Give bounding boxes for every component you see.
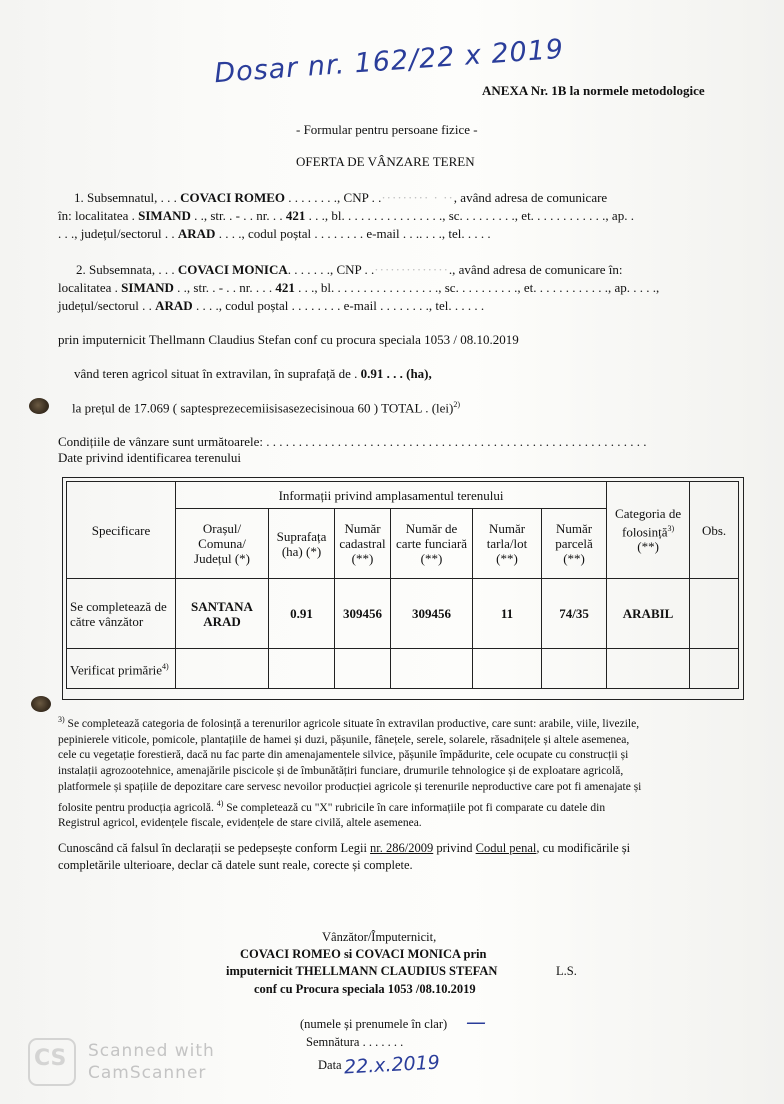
cell-empty [335, 649, 391, 689]
table-row [67, 649, 739, 689]
footnote-line [58, 796, 641, 817]
cell-city: SANTANA ARAD [176, 579, 269, 649]
seller2-label: 2. Subsemnata, . . . [76, 262, 175, 277]
cell-cadastral: 309456 [335, 579, 391, 649]
watermark-line-1: Scanned with [88, 1041, 215, 1061]
footnote4-ref: 4) [216, 798, 224, 808]
seller1-label: 1. Subsemnatul, . . . [74, 190, 177, 205]
sale-label: vând teren agricol situat în extravilan, în suprafață de . [74, 366, 358, 381]
header-category-ref: 3) [667, 523, 675, 533]
seller1-locality: SIMAND [138, 208, 191, 223]
seal-label: L.S. [556, 964, 577, 978]
header-category-label: Categoria de folosință [615, 505, 682, 540]
header-category [607, 482, 690, 579]
seller2-bl-label: . . ., bl. . . . . . . . . . . . . . . . ., sc. . . . . . . . . ., et. . . . . . . . . . . ., ap. . . . ., [294, 280, 660, 295]
footnote3-text: Se completează categoria de folosință a terenurilor agricole situate în extravilan productive, care sunt: arabile, viile, livezile, [64, 717, 640, 730]
seller1-number: 421 [285, 208, 306, 223]
cell-area: 0.91 [269, 579, 335, 649]
declaration-line-2: completările ulterioare, declar că datele sunt reale, corecte și complete. [58, 858, 413, 872]
header-cadastral: Număr cadastral (**) [335, 509, 391, 579]
camscanner-logo-text: CS [34, 1046, 67, 1071]
footnote-line [58, 712, 641, 733]
cell-empty [269, 649, 335, 689]
seller2-county: ARAD [155, 298, 193, 313]
footnote-line: cele cu vegetație forestieră, dacă nu fac parte din amenajamentele silvice, pășunile împădurite, cele ocupate cu construcții și [58, 749, 629, 762]
declaration-text: Cunoscând că falsul în declarații se pedepsește conform Legii [58, 841, 371, 855]
identification-line: Date privind identificarea terenului [58, 450, 242, 465]
seller1-cnp-redacted: ········· · ·· [381, 190, 454, 205]
header-area: Suprafața (ha) (*) [269, 509, 335, 579]
price-amount: 17.069 ( saptesprezecemiisisasezecisinoua 60 ) TOTAL . (lei) [133, 400, 454, 416]
cell-obs [690, 579, 739, 649]
price-label: la prețul de [72, 400, 134, 416]
row-verified-label [67, 649, 176, 689]
cell-empty [176, 649, 269, 689]
footnote-line: platformele și spațiile de depozitare care servesc nevoilor producției agricole și terenurile neproductive care pot fi amenajate și [58, 781, 642, 794]
document-title: OFERTA DE VÂNZARE TEREN [296, 154, 475, 169]
seller2-locality-label: localitatea . [58, 280, 118, 295]
seller1-address-label: , având adresa de comunicare [453, 190, 608, 205]
date-label: Data [318, 1058, 342, 1072]
seller1-street-label: . ., str. . - . . nr. . . [190, 208, 283, 223]
row-seller-label: Se completează de către vânzător [67, 579, 176, 649]
declaration-text: , cu modificările și [536, 841, 631, 855]
cell-empty [391, 649, 473, 689]
seller2-cnp-redacted: ·············· [374, 262, 449, 277]
signer-line-3: conf cu Procura speciala 1053 /08.10.2019 [254, 982, 476, 996]
annex-heading: ANEXA Nr. 1B la normele metodologice [482, 83, 705, 98]
header-city: Orașul/ Comuna/ Județul (*) [176, 509, 269, 579]
seller1-line2 [58, 208, 634, 224]
cell-empty [473, 649, 542, 689]
proxy-line: prin imputernicit Thellmann Claudius Stefan conf cu procura speciala 1053 / 08.10.2019 [58, 332, 519, 347]
seller1-line1 [74, 190, 607, 206]
declaration-law: nr. 286/2009 [370, 841, 434, 855]
seller1-line3 [58, 226, 491, 242]
header-tarla: Număr tarla/lot (**) [473, 509, 542, 579]
signer-line-1: COVACI ROMEO si COVACI MONICA prin [240, 947, 487, 961]
cell-category: ARABIL [607, 579, 690, 649]
seller1-bl-label: . . ., bl. . . . . . . . . . . . . . . ., sc. . . . . . . . ., et. . . . . . . . . . . ., ap. . [305, 208, 634, 223]
seller2-name: COVACI MONICA [177, 262, 288, 277]
sale-line [74, 366, 432, 382]
handwritten-signature-mark: — [466, 1010, 486, 1034]
name-hint: (numele și prenumele în clar) [300, 1017, 448, 1031]
footnote-text: folosite pentru producția agricolă. [58, 801, 214, 814]
seller2-line1 [76, 262, 623, 278]
camscanner-watermark [88, 1040, 215, 1084]
handwritten-date: 22.x.2019 [343, 1051, 441, 1079]
row-verified-ref: 4) [162, 662, 169, 672]
seller2-line2 [58, 280, 659, 296]
price-line [72, 400, 460, 416]
header-specificare: Specificare [67, 482, 176, 579]
form-subtitle: - Formular pentru persoane fizice - [296, 122, 478, 137]
cell-parcela: 74/35 [542, 579, 607, 649]
sale-unit: . . . (ha), [383, 366, 432, 381]
cell-carte-funciara: 309456 [391, 579, 473, 649]
cell-empty [690, 649, 739, 689]
cell-empty [607, 649, 690, 689]
signature-label: Semnătura . . . . . . . [306, 1035, 404, 1049]
row-verified-text: Verificat primărie [70, 662, 163, 678]
punch-hole-top [29, 398, 49, 414]
header-parcela: Număr parcelă (**) [542, 509, 607, 579]
declaration [58, 840, 630, 874]
seller2-cnp-label: . . . . . . ., CNP . . [287, 262, 375, 277]
seller2-postal-label: . . . ., codul poștal . . . . . . . . e-mail . . . . . . . ., tel. . . . . . [192, 298, 485, 313]
seller1-cnp-label: . . . . . . . ., CNP . . [285, 190, 382, 205]
header-category-note: (**) [637, 539, 659, 555]
footnotes [58, 712, 641, 832]
footnote-line: pepinierele viticole, pomicole, plantațiile de hamei și duzi, pășunile, fânețele, serele, solarele, răsadnițele și altele asemenea, [58, 733, 630, 746]
seller2-address-label: ., având adresa de comunicare în: [448, 262, 623, 277]
table-row [67, 579, 739, 649]
sale-area: 0.91 [360, 366, 384, 381]
seller1-county-label: . . ., județul/sectorul . . [58, 226, 175, 241]
price-footnote-ref: 2) [453, 400, 461, 409]
footnote-line: instalații agrozootehnice, amenajările piscicole și de îmbunătățiri funciare, drumurile tehnologice și de exploatare agricolă, [58, 765, 624, 778]
handwritten-file-number: Dosar nr. 162/22 x 2019 [213, 33, 566, 90]
footnote3-ref: 3) [58, 715, 65, 724]
footnote-line: Registrul agricol, evidențele fiscale, evidențele de stare civilă, altele asemenea. [58, 817, 422, 830]
declaration-line-1 [58, 840, 630, 857]
seller2-line3 [58, 298, 484, 314]
watermark-line-2: CamScanner [88, 1063, 207, 1083]
seller1-locality-label: în: localitatea . [58, 208, 135, 223]
seller2-locality: SIMAND [121, 280, 174, 295]
cell-tarla: 11 [473, 579, 542, 649]
declaration-text: privind [433, 841, 476, 855]
header-obs: Obs. [690, 482, 739, 579]
conditions-line: Condițiile de vânzare sunt următoarele: . . . . . . . . . . . . . . . . . . . . . . . . . . . . . . . . . . . . . . . . . . . . . . . . . . . . . . . . . . . [58, 434, 647, 449]
land-identification-table [66, 481, 739, 689]
camscanner-logo-icon [28, 1038, 76, 1086]
cell-empty [542, 649, 607, 689]
seller2-county-label: județul/sectorul . . [58, 298, 152, 313]
signer-role: Vânzător/Împuternicit, [322, 930, 437, 944]
punch-hole-bottom [31, 696, 51, 712]
seller2-number: 421 [275, 280, 295, 295]
seller1-county: ARAD [177, 226, 216, 241]
footnote4-text: Se completează cu "X" rubricile în care informațiile pot fi comparate cu datele din [223, 801, 606, 814]
declaration-code: Codul penal [475, 841, 537, 855]
seller2-street-label: . ., str. . - . . nr. . . . [173, 280, 273, 295]
header-carte-funciara: Număr de carte funciară (**) [391, 509, 473, 579]
signer-line-2: imputernicit THELLMANN CLAUDIUS STEFAN [226, 964, 498, 978]
seller1-postal-label: . . . ., codul poștal . . . . . . . . e-mail . . .. . . ., tel. . . . . [215, 226, 491, 241]
seller1-name: COVACI ROMEO [180, 190, 286, 205]
header-location-group: Informații privind amplasamentul terenului [176, 482, 607, 509]
